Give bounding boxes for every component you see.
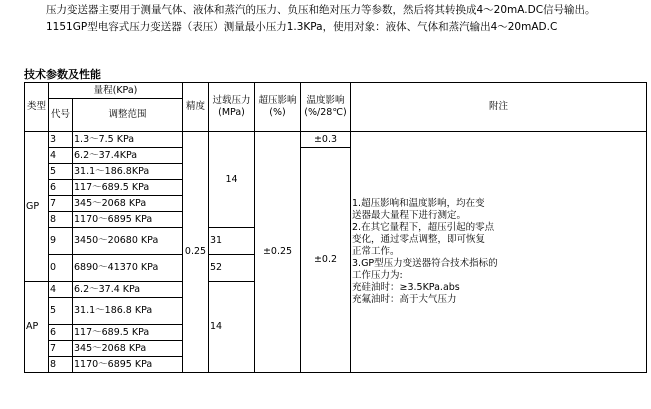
- note-line: 送器最大量程下进行测定。: [352, 210, 467, 221]
- overload-b: 31: [209, 228, 255, 255]
- intro-line-2: 1151GP型电容式压力变送器（表压）测量最小压力1.3KPa，使用对象：液体、气体和蒸汽输出4～20mAD.C: [46, 21, 558, 33]
- row-range: 6.2～37.4KPa: [73, 148, 183, 164]
- row-code: 4: [49, 282, 73, 298]
- row-code: 5: [49, 164, 73, 180]
- notes-cell: [351, 132, 647, 373]
- row-code: 7: [49, 341, 73, 357]
- note-line: 充氟油时：高于大气压力: [352, 294, 457, 305]
- group-ap: AP: [25, 282, 49, 373]
- accuracy-value: 0.25: [183, 132, 209, 373]
- row-code: 9: [49, 228, 73, 255]
- over-effect-value: ±0.25: [255, 132, 301, 373]
- header-over-effect: 超压影响(%): [255, 83, 301, 132]
- temp-effect-rest: ±0.2: [301, 148, 351, 373]
- overload-d: 14: [209, 282, 255, 373]
- note-line: 变化，通过零点调整，即可恢复: [352, 234, 486, 245]
- row-code: 6: [49, 325, 73, 341]
- note-line: 2.在其它量程下，超压引起的零点: [352, 222, 495, 233]
- row-range: 345～2068 KPa: [73, 341, 183, 357]
- row-range: 31.1～186.8KPa: [73, 164, 183, 180]
- note-line: 充硅油时：≥3.5KPa.abs: [352, 282, 460, 293]
- table-row: [25, 132, 647, 148]
- note-line: 正常工作。: [352, 246, 400, 257]
- row-code: 0: [49, 255, 73, 282]
- row-range: 1.3～7.5 KPa: [73, 132, 183, 148]
- header-range: 量程(KPa): [49, 83, 183, 99]
- row-range: 345～2068 KPa: [73, 196, 183, 212]
- note-line: 3.GP型压力变送器符合技术指标的: [352, 258, 498, 269]
- group-gp: GP: [25, 132, 49, 282]
- header-temp-effect: 温度影响(%/28℃): [301, 83, 351, 132]
- row-code: 6: [49, 180, 73, 196]
- section-heading: 技术参数及性能: [24, 68, 101, 81]
- row-range: 31.1～186.8 KPa: [73, 298, 183, 325]
- intro-line-1: 压力变送器主要用于测量气体、液体和蒸汽的压力、负压和绝对压力等参数，然后将其转换成4～20mA.DC信号输出。: [46, 4, 596, 16]
- row-range: 6.2～37.4 KPa: [73, 282, 183, 298]
- header-adjust: 调整范围: [73, 99, 183, 132]
- spec-table: [24, 82, 647, 373]
- row-range: 117～689.5 KPa: [73, 180, 183, 196]
- row-code: 4: [49, 148, 73, 164]
- row-code: 7: [49, 196, 73, 212]
- header-notes: 附注: [351, 83, 647, 132]
- header-code: 代号: [49, 99, 73, 132]
- row-range: 117～689.5 KPa: [73, 325, 183, 341]
- row-code: 3: [49, 132, 73, 148]
- header-accuracy: 精度: [183, 83, 209, 132]
- row-range: 6890～41370 KPa: [73, 255, 183, 282]
- intro: [24, 2, 644, 36]
- header-type: 类型: [25, 83, 49, 132]
- note-line: 1.超压影响和温度影响，均在变: [352, 198, 485, 209]
- row-range: 1170～6895 KPa: [73, 357, 183, 373]
- header-overload: 过载压力(MPa): [209, 83, 255, 132]
- row-range: 1170～6895 KPa: [73, 212, 183, 228]
- row-range: 3450～20680 KPa: [73, 228, 183, 255]
- note-line: 工作压力为:: [352, 270, 403, 281]
- row-code: 5: [49, 298, 73, 325]
- temp-effect-first: ±0.3: [301, 132, 351, 148]
- row-code: 8: [49, 212, 73, 228]
- overload-c: 52: [209, 255, 255, 282]
- row-code: 8: [49, 357, 73, 373]
- overload-a: 14: [209, 132, 255, 228]
